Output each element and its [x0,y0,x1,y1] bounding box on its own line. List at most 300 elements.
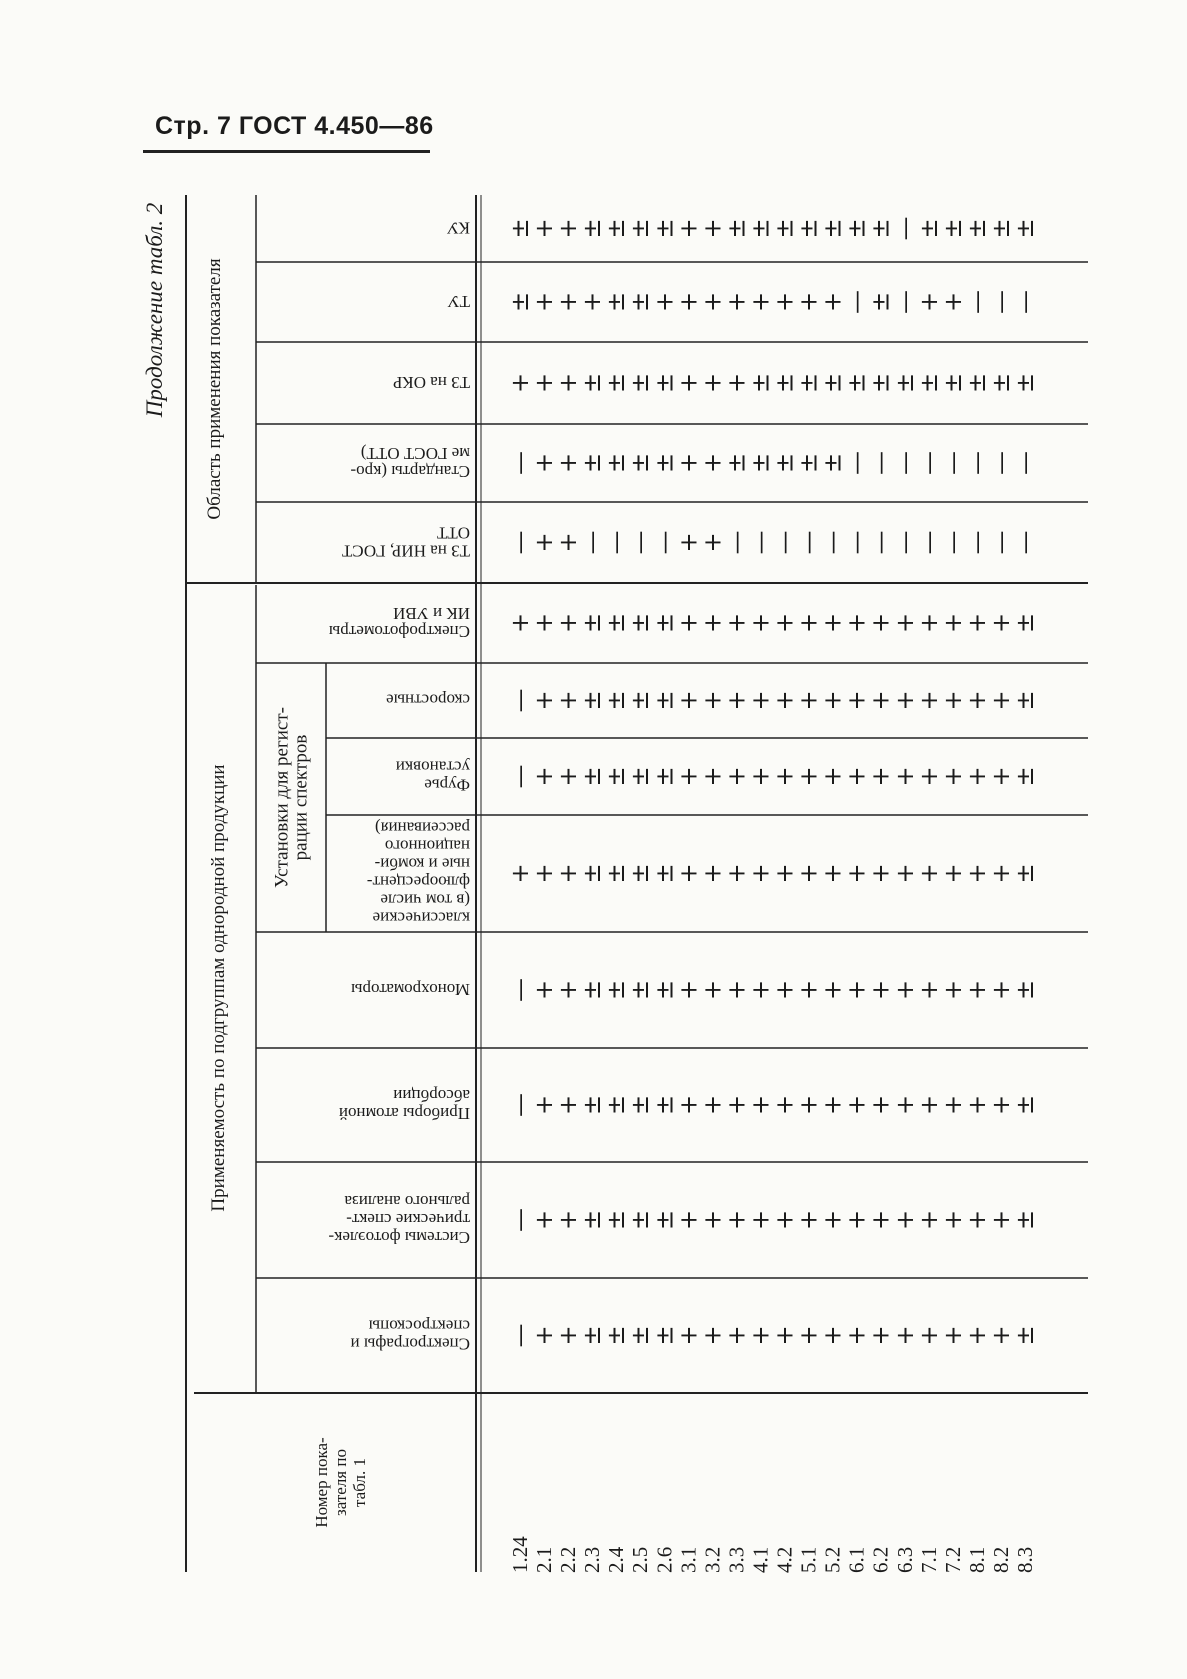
cell-mark: ± [602,1094,631,1116]
cell-mark: — [986,451,1015,475]
cell-mark: + [674,218,703,239]
cell-mark: — [890,290,919,314]
cell-mark: — [914,530,943,555]
row-number: 8.1 [964,1546,989,1573]
cell-mark: + [914,1209,943,1231]
cell-mark: + [866,863,895,884]
column-header-monochromators: Монохроматоры [351,980,470,999]
cell-mark: + [818,612,847,634]
cell-mark: + [770,1094,799,1116]
cell-mark: + [962,766,991,787]
cell-mark: + [890,766,919,787]
cell-mark: ± [650,1209,679,1231]
cell-mark: + [698,863,727,884]
cell-mark: + [698,218,727,239]
row-number: 1.24 [508,1536,532,1573]
column-header-spectrographs: Спектрографы испектроскопы [350,1316,470,1354]
cell-mark: + [818,1094,847,1116]
cell-mark: ± [602,863,631,884]
cell-mark: — [938,530,967,555]
cell-mark: ± [890,372,919,394]
cell-mark: ± [626,979,655,1001]
cell-mark: — [506,764,534,789]
cell-mark: + [866,690,895,711]
cell-mark: ± [794,452,823,474]
cell-mark: ± [578,979,607,1001]
row-number: 6.2 [868,1546,893,1573]
cell-mark: + [890,1094,919,1116]
cell-mark: + [986,1209,1015,1231]
cell-mark: — [818,530,847,555]
cell-mark: ± [938,218,967,239]
cell-mark: ± [770,372,799,394]
cell-mark: + [842,1209,871,1231]
cell-mark: + [914,612,943,634]
row-number: 2.5 [628,1546,653,1573]
cell-mark: + [530,766,559,787]
cell-mark: + [962,979,991,1001]
group-products-label: Применяемость по подгруппам однородной продукции [208,764,229,1212]
cell-mark: ± [626,1094,655,1116]
cell-mark: + [818,690,847,711]
cell-mark: + [842,690,871,711]
cell-mark: + [794,766,823,787]
cell-mark: ± [650,863,679,884]
cell-mark: + [962,863,991,884]
row-number: 4.2 [772,1546,797,1573]
cell-mark: + [986,766,1015,787]
cell-mark: + [674,291,703,313]
cell-mark: ± [578,1209,607,1231]
cell-mark: ± [626,1325,655,1346]
cell-mark: + [554,690,583,711]
row-number: 2.6 [652,1546,677,1573]
cell-mark: + [530,690,559,711]
cell-mark: ± [578,452,607,474]
cell-mark: — [506,530,534,555]
cell-mark: + [674,766,703,787]
cell-mark: ± [818,452,847,474]
cell-mark: — [506,688,534,713]
cell-mark: + [938,1094,967,1116]
cell-mark: + [698,690,727,711]
cell-mark: + [722,863,751,884]
cell-mark: + [818,766,847,787]
cell-mark: ± [578,863,607,884]
cell-mark: + [842,766,871,787]
cell-mark: + [698,291,727,313]
cell-mark: + [674,1209,703,1231]
cell-mark: — [866,530,895,555]
cell-mark: ± [602,979,631,1001]
cell-mark: + [530,979,559,1001]
row-number: 3.1 [676,1546,701,1573]
column-header-ku: КУ [446,218,470,238]
cell-mark: + [986,1094,1015,1116]
cell-mark: + [698,612,727,634]
cell-mark: + [554,1325,583,1346]
cell-mark: — [842,451,871,475]
cell-mark: + [962,1209,991,1231]
cell-mark: — [1011,530,1039,555]
cell-mark: + [746,863,775,884]
cell-mark: + [530,863,559,884]
cell-mark: ± [1011,1209,1039,1231]
cell-mark: + [938,690,967,711]
cell-mark: — [938,451,967,475]
cell-mark: + [794,979,823,1001]
row-number: 3.3 [724,1546,749,1573]
cell-mark: + [746,612,775,634]
cell-mark: + [650,291,679,313]
cell-mark: ± [626,372,655,394]
column-header-tz_nir: ТЗ на НИР, ГОСТОТТ [341,523,470,561]
cell-mark: + [554,218,583,239]
cell-mark: — [506,1093,534,1117]
row-number: 2.2 [556,1546,581,1573]
cell-mark: — [890,530,919,555]
cell-mark: + [818,979,847,1001]
cell-mark: + [914,863,943,884]
cell-mark: ± [578,1094,607,1116]
column-header-tz_okr: ТЗ на ОКР [392,373,470,392]
cell-mark: + [530,218,559,239]
row-number: 2.3 [580,1546,605,1573]
cell-mark: + [530,1094,559,1116]
cell-mark: + [770,291,799,313]
column-header-spectrophotometers: СпектрофотометрыИК и УВИ [328,604,470,641]
cell-mark: + [770,690,799,711]
cell-mark: — [842,530,871,555]
cell-mark: + [530,452,559,474]
cell-mark: — [506,451,534,475]
cell-mark: ± [914,218,943,239]
cell-mark: ± [1011,1325,1039,1346]
cell-mark: + [530,532,559,553]
cell-mark: ± [866,291,895,313]
cell-mark: + [914,1094,943,1116]
row-number: 7.1 [916,1546,941,1573]
cell-mark: + [842,1325,871,1346]
column-header-photoelectric: Системы фотоэлек-трические спект-рального анализа [328,1192,470,1247]
column-header-classical: классические(в том числефлюоресцент-ные и комби-национногорассеивания) [366,818,470,928]
cell-mark: + [866,979,895,1001]
cell-mark: + [698,372,727,394]
cell-mark: ± [602,1325,631,1346]
row-number: 4.1 [748,1546,773,1573]
cell-mark: ± [866,218,895,239]
cell-mark: + [746,979,775,1001]
cell-mark: ± [818,372,847,394]
cell-mark: ± [626,291,655,313]
cell-mark: + [938,863,967,884]
cell-mark: + [674,372,703,394]
group-application-label: Область применения показателя [204,258,225,520]
cell-mark: + [986,1325,1015,1346]
cell-mark: ± [626,766,655,787]
cell-mark: + [794,1094,823,1116]
cell-mark: — [794,530,823,555]
column-header-standards: Стандарты (кро-ме ГОСТ ОТТ) [350,444,470,481]
cell-mark: + [770,1209,799,1231]
cell-mark: — [962,530,991,555]
cell-mark: ± [842,218,871,239]
cell-mark: + [578,291,607,313]
cell-mark: ± [602,766,631,787]
cell-mark: + [530,1325,559,1346]
cell-mark: ± [626,1209,655,1231]
cell-mark: ± [602,218,631,239]
cell-mark: + [674,690,703,711]
cell-mark: ± [602,612,631,634]
cell-mark: ± [626,863,655,884]
cell-mark: ± [626,452,655,474]
cell-mark: ± [746,372,775,394]
cell-mark: + [674,1325,703,1346]
cell-mark: ± [578,1325,607,1346]
cell-mark: ± [818,218,847,239]
cell-mark: ± [578,766,607,787]
cell-mark: ± [962,218,991,239]
cell-mark: ± [746,452,775,474]
cell-mark: + [890,690,919,711]
cell-mark: + [554,452,583,474]
cell-mark: ± [914,372,943,394]
cell-mark: ± [506,291,534,313]
cell-mark: + [722,766,751,787]
cell-mark: ± [1011,1094,1039,1116]
cell-mark: + [722,1094,751,1116]
column-header-fast: скоростные [386,690,470,710]
cell-mark: + [530,1209,559,1231]
cell-mark: + [506,372,534,394]
cell-mark: + [986,979,1015,1001]
cell-mark: ± [578,372,607,394]
cell-mark: + [506,612,534,634]
cell-mark: + [890,612,919,634]
cell-mark: ± [794,372,823,394]
cell-mark: + [554,1209,583,1231]
cell-mark: + [554,291,583,313]
cell-mark: ± [842,372,871,394]
cell-mark: + [674,863,703,884]
cell-mark: ± [650,979,679,1001]
cell-mark: + [722,291,751,313]
cell-mark: — [962,290,991,314]
cell-mark: + [722,979,751,1001]
cell-mark: + [794,1209,823,1231]
cell-mark: + [746,690,775,711]
row-number: 5.1 [796,1546,821,1573]
cell-mark: + [842,612,871,634]
cell-mark: ± [722,452,751,474]
cell-mark: + [890,1209,919,1231]
cell-mark: + [698,1209,727,1231]
cell-mark: + [554,863,583,884]
cell-mark: ± [1011,372,1039,394]
row-number: 8.3 [1013,1546,1037,1573]
cell-mark: + [938,1209,967,1231]
cell-mark: + [794,291,823,313]
row-number: 2.1 [532,1546,557,1573]
cell-mark: ± [602,690,631,711]
cell-mark: ± [602,372,631,394]
cell-mark: — [626,530,655,555]
cell-mark: ± [794,218,823,239]
cell-mark: ± [866,372,895,394]
cell-mark: + [674,452,703,474]
row-numbers [508,1536,1037,1573]
cell-mark: + [530,291,559,313]
cell-mark: ± [650,372,679,394]
cell-mark: ± [1011,766,1039,787]
cell-mark: + [818,1325,847,1346]
cell-mark: ± [602,1209,631,1231]
cell-mark: + [746,1325,775,1346]
cell-mark: + [746,291,775,313]
cell-mark: ± [1011,979,1039,1001]
cell-mark: + [722,1325,751,1346]
cell-mark: + [770,612,799,634]
cell-mark: + [794,863,823,884]
cell-mark: ± [578,218,607,239]
cell-mark: + [554,766,583,787]
cell-mark: — [746,530,775,555]
cell-mark: ± [1011,612,1039,634]
cell-mark: + [938,766,967,787]
cell-mark: + [866,612,895,634]
cell-mark: ± [578,612,607,634]
cell-mark: — [1011,451,1039,475]
cell-mark: + [938,979,967,1001]
cell-mark: + [818,1209,847,1231]
cell-mark: + [818,291,847,313]
cell-mark: — [602,530,631,555]
cell-mark: + [914,1325,943,1346]
cell-mark: + [914,291,943,313]
row-number-header: Номер пока-зателя потабл. 1 [312,1437,369,1528]
column-header-tu: ТУ [447,292,470,311]
row-number: 2.4 [604,1546,629,1573]
cell-mark: + [794,1325,823,1346]
cell-mark: + [962,1325,991,1346]
cell-mark: — [722,530,751,555]
cell-mark: + [938,612,967,634]
cell-mark: + [962,1094,991,1116]
cell-mark: — [1011,290,1039,314]
cell-mark: + [722,612,751,634]
cell-mark: + [914,766,943,787]
cell-mark: + [962,612,991,634]
table-caption: Продолжение табл. 2 [142,202,167,418]
cell-mark: ± [986,372,1015,394]
cell-mark: ± [650,690,679,711]
cell-mark: + [914,979,943,1001]
cell-mark: — [770,530,799,555]
cell-mark: + [554,372,583,394]
cell-mark: + [722,690,751,711]
cell-mark: ± [938,372,967,394]
cell-mark: — [890,216,919,241]
cell-mark: — [842,290,871,314]
cell-mark: + [674,532,703,553]
cell-mark: + [890,979,919,1001]
cell-mark: + [530,612,559,634]
cell-mark: + [722,1209,751,1231]
cell-mark: + [866,1209,895,1231]
cell-mark: ± [602,452,631,474]
row-number: 8.2 [988,1546,1013,1573]
cell-mark: + [698,979,727,1001]
cell-mark: + [986,690,1015,711]
cell-mark: + [986,612,1015,634]
cell-mark: ± [602,291,631,313]
cell-mark: ± [506,218,534,239]
table-headers [142,203,470,1528]
cell-mark: + [554,1094,583,1116]
cell-mark: + [746,766,775,787]
cell-mark: ± [626,690,655,711]
cell-mark: + [698,766,727,787]
cell-mark: — [986,290,1015,314]
cell-mark: + [914,690,943,711]
cell-mark: — [914,451,943,475]
row-number: 3.2 [700,1546,725,1573]
cell-mark: — [578,530,607,555]
cell-mark: ± [626,218,655,239]
cell-mark: ± [650,218,679,239]
cell-mark: + [530,372,559,394]
cell-mark: + [722,372,751,394]
cell-mark: ± [650,612,679,634]
cell-mark: ± [746,218,775,239]
cell-mark: ± [770,452,799,474]
row-number: 6.1 [844,1546,869,1573]
cell-mark: + [962,690,991,711]
cell-mark: + [842,979,871,1001]
row-number: 7.2 [940,1546,965,1573]
group-setups-label: Установки для регист-рации спектров [271,707,312,888]
cell-mark: + [674,1094,703,1116]
cell-mark: + [770,1325,799,1346]
cell-mark: ± [650,452,679,474]
document-code: ГОСТ 4.450—86 [238,112,434,140]
cell-mark: ± [986,218,1015,239]
cell-mark: ± [650,766,679,787]
page-label: Стр. 7 [155,112,232,140]
cell-mark: ± [1011,690,1039,711]
cell-mark: + [746,1094,775,1116]
cell-mark: + [794,690,823,711]
cell-mark: ± [962,372,991,394]
cell-mark: ± [722,218,751,239]
cell-mark: + [746,1209,775,1231]
cell-mark: — [866,451,895,475]
cell-mark: — [506,1323,534,1348]
cell-mark: + [698,1094,727,1116]
cell-mark: + [890,863,919,884]
cell-mark: + [938,291,967,313]
cell-mark: — [986,530,1015,555]
row-number: 5.2 [820,1546,845,1573]
cell-mark: ± [578,690,607,711]
row-number: 6.3 [892,1546,917,1573]
cell-mark: + [554,612,583,634]
cell-mark: + [770,979,799,1001]
cell-mark: + [770,766,799,787]
cell-mark: + [938,1325,967,1346]
cell-mark: + [554,979,583,1001]
